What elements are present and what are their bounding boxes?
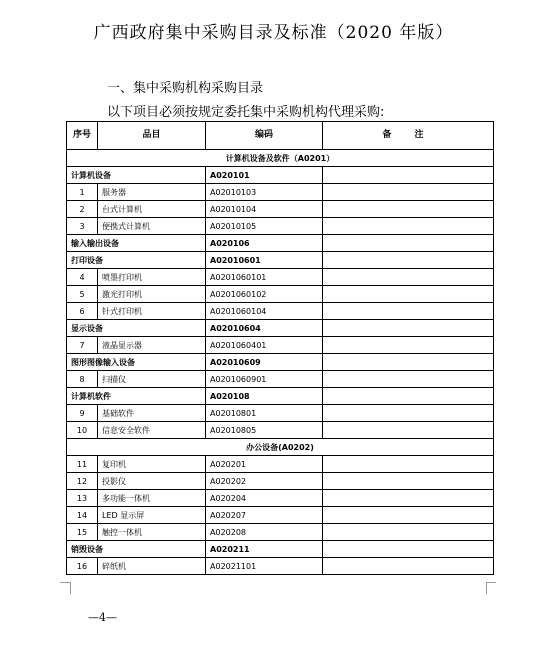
group-code: A020106	[206, 235, 323, 252]
group-name: 销毁设备	[67, 541, 206, 558]
item-name: 激光打印机	[98, 286, 206, 303]
item-name: LED 显示屏	[98, 507, 206, 524]
remarks-cell	[323, 235, 494, 252]
item-code: A020201	[206, 456, 323, 473]
header-remarks: 备 注	[323, 122, 494, 150]
remarks-cell	[323, 507, 494, 524]
category-label: 办公设备(A0202)	[67, 439, 494, 456]
table-row	[67, 286, 494, 303]
item-serial: 9	[67, 405, 98, 422]
group-row	[67, 167, 494, 184]
remarks-cell	[323, 184, 494, 201]
group-code: A020101	[206, 167, 323, 184]
group-code: A02010609	[206, 354, 323, 371]
category-row	[67, 439, 494, 456]
group-name: 显示设备	[67, 320, 206, 337]
intro-text: 以下项目必须按规定委托集中采购机构代理采购:	[107, 105, 385, 120]
table-row	[67, 473, 494, 490]
item-serial: 4	[67, 269, 98, 286]
remarks-cell	[323, 286, 494, 303]
item-name: 复印机	[98, 456, 206, 473]
table-row	[67, 201, 494, 218]
item-serial: 6	[67, 303, 98, 320]
item-name: 液晶显示器	[98, 337, 206, 354]
table-row	[67, 558, 494, 575]
group-name: 图形图像输入设备	[67, 354, 206, 371]
item-code: A02021101	[206, 558, 323, 575]
item-code: A020202	[206, 473, 323, 490]
page-corner-mark	[70, 582, 71, 594]
document-title: 广西政府集中采购目录及标准（2020 年版）	[93, 23, 454, 43]
item-code: A020208	[206, 524, 323, 541]
item-name: 台式计算机	[98, 201, 206, 218]
remarks-cell	[323, 558, 494, 575]
item-code: A0201060401	[206, 337, 323, 354]
item-serial: 11	[67, 456, 98, 473]
item-name: 多功能一体机	[98, 490, 206, 507]
remarks-cell	[323, 388, 494, 405]
table-row	[67, 405, 494, 422]
item-name: 触控一体机	[98, 524, 206, 541]
remarks-cell	[323, 218, 494, 235]
remarks-cell	[323, 303, 494, 320]
remarks-cell	[323, 201, 494, 218]
item-name: 针式打印机	[98, 303, 206, 320]
remarks-cell	[323, 320, 494, 337]
item-name: 便携式计算机	[98, 218, 206, 235]
group-name: 输入输出设备	[67, 235, 206, 252]
group-row	[67, 320, 494, 337]
item-serial: 7	[67, 337, 98, 354]
group-row	[67, 541, 494, 558]
table-body	[67, 150, 494, 575]
group-name: 计算机设备	[67, 167, 206, 184]
table-row	[67, 490, 494, 507]
item-serial: 15	[67, 524, 98, 541]
item-serial: 10	[67, 422, 98, 439]
item-serial: 14	[67, 507, 98, 524]
group-code: A02010601	[206, 252, 323, 269]
item-code: A02010105	[206, 218, 323, 235]
table-row	[67, 269, 494, 286]
category-row	[67, 150, 494, 167]
item-name: 投影仪	[98, 473, 206, 490]
table-row	[67, 371, 494, 388]
item-serial: 13	[67, 490, 98, 507]
group-code: A02010604	[206, 320, 323, 337]
item-code: A020207	[206, 507, 323, 524]
remarks-cell	[323, 490, 494, 507]
item-serial: 5	[67, 286, 98, 303]
table-row	[67, 337, 494, 354]
item-name: 扫描仪	[98, 371, 206, 388]
page-number: —4—	[88, 611, 117, 624]
item-serial: 8	[67, 371, 98, 388]
remarks-cell	[323, 456, 494, 473]
group-name: 计算机软件	[67, 388, 206, 405]
remarks-cell	[323, 524, 494, 541]
header-code: 编码	[206, 122, 323, 150]
section-heading: 一、集中采购机构采购目录	[107, 81, 264, 96]
remarks-cell	[323, 405, 494, 422]
group-row	[67, 252, 494, 269]
item-code: A020204	[206, 490, 323, 507]
item-code: A0201060104	[206, 303, 323, 320]
item-code: A02010103	[206, 184, 323, 201]
remarks-cell	[323, 371, 494, 388]
header-serial: 序号	[67, 122, 98, 150]
group-row	[67, 388, 494, 405]
item-serial: 2	[67, 201, 98, 218]
item-name: 信息安全软件	[98, 422, 206, 439]
remarks-cell	[323, 422, 494, 439]
table-row	[67, 303, 494, 320]
item-serial: 1	[67, 184, 98, 201]
remarks-cell	[323, 167, 494, 184]
group-row	[67, 354, 494, 371]
remarks-cell	[323, 473, 494, 490]
item-name: 喷墨打印机	[98, 269, 206, 286]
item-code: A0201060102	[206, 286, 323, 303]
item-name: 碎纸机	[98, 558, 206, 575]
item-name: 基础软件	[98, 405, 206, 422]
table-row	[67, 184, 494, 201]
item-name: 服务器	[98, 184, 206, 201]
page-corner-mark	[486, 582, 496, 583]
group-code: A020211	[206, 541, 323, 558]
item-code: A02010104	[206, 201, 323, 218]
procurement-catalog-table	[66, 121, 494, 575]
remarks-cell	[323, 252, 494, 269]
group-code: A020108	[206, 388, 323, 405]
remarks-cell	[323, 354, 494, 371]
item-code: A02010805	[206, 422, 323, 439]
group-name: 打印设备	[67, 252, 206, 269]
category-label: 计算机设备及软件（A0201）	[67, 150, 494, 167]
table-row	[67, 456, 494, 473]
item-code: A02010801	[206, 405, 323, 422]
remarks-cell	[323, 269, 494, 286]
table-header-row	[67, 122, 494, 150]
table-row	[67, 422, 494, 439]
item-code: A0201060101	[206, 269, 323, 286]
item-serial: 3	[67, 218, 98, 235]
table-row	[67, 507, 494, 524]
table-row	[67, 524, 494, 541]
header-item: 品目	[98, 122, 206, 150]
page-corner-mark	[60, 582, 70, 583]
table-row	[67, 218, 494, 235]
item-serial: 16	[67, 558, 98, 575]
remarks-cell	[323, 337, 494, 354]
group-row	[67, 235, 494, 252]
item-serial: 12	[67, 473, 98, 490]
remarks-cell	[323, 541, 494, 558]
item-code: A0201060901	[206, 371, 323, 388]
page-corner-mark	[486, 582, 487, 594]
